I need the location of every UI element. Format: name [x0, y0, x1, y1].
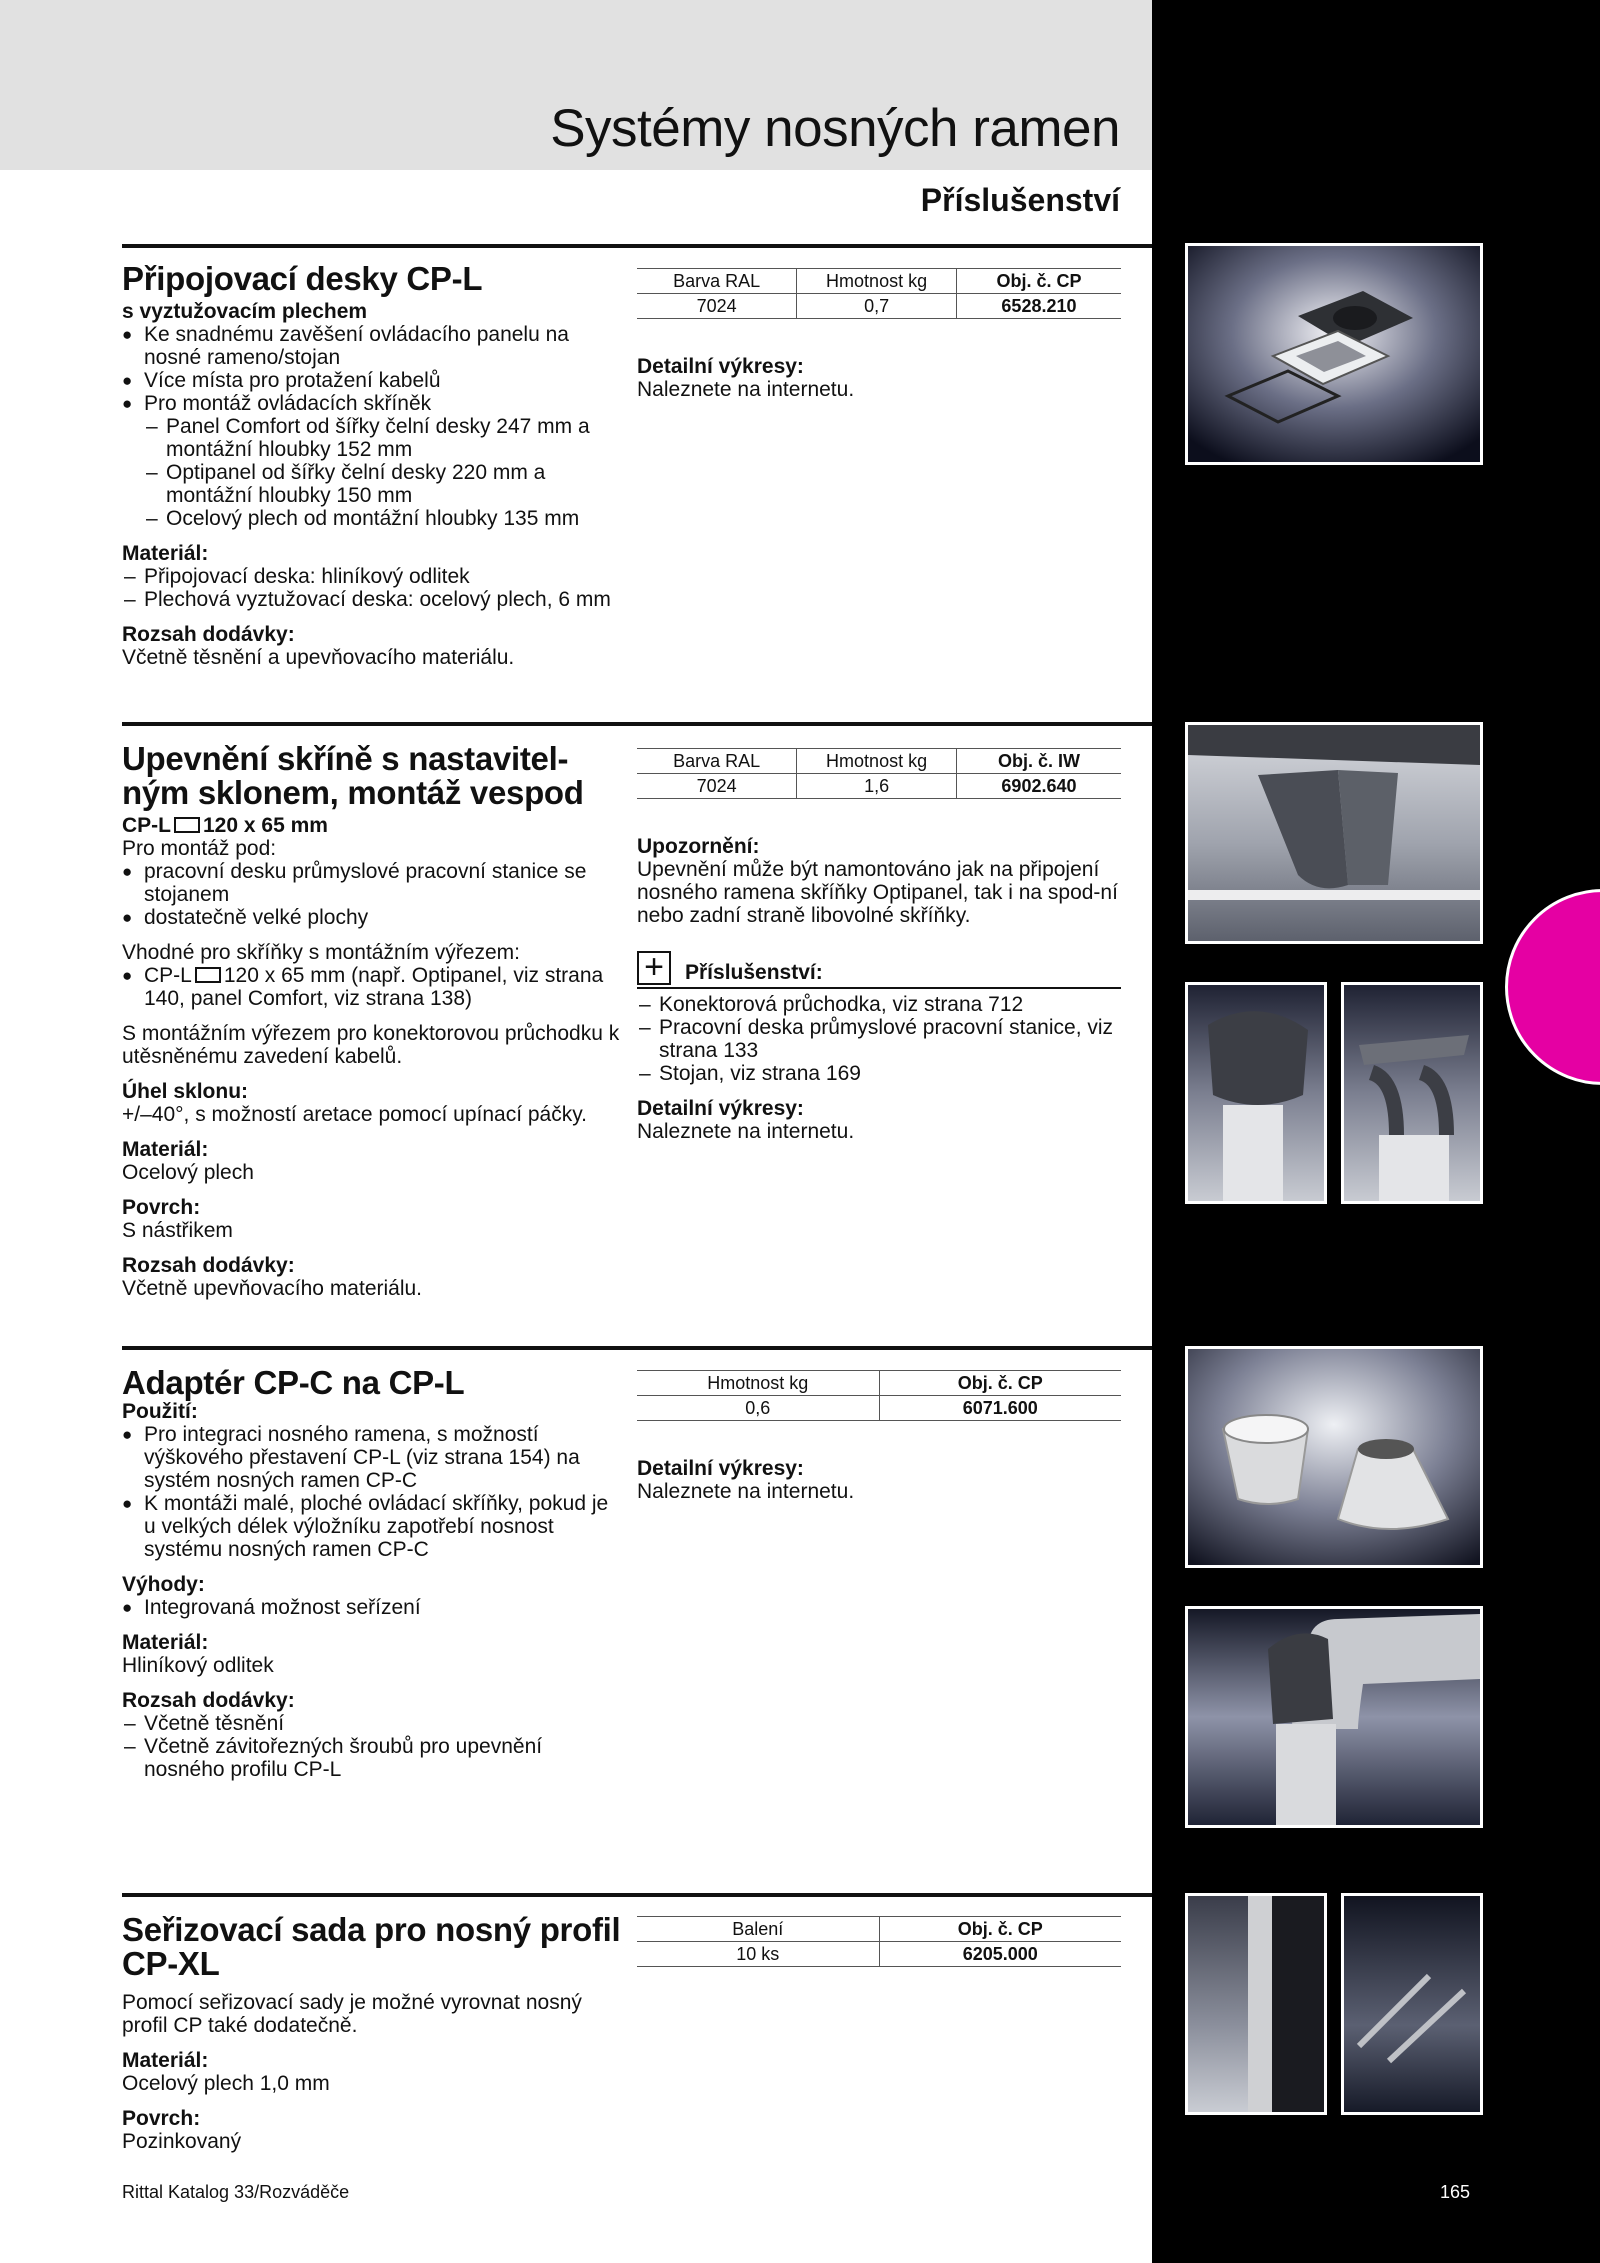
rectangle-cutout-icon	[195, 967, 221, 983]
table-header: Hmotnost kg	[797, 269, 957, 294]
section-1-right	[637, 268, 1121, 401]
list-item: – Včetně závitořezných šroubů pro upevnění nosného profilu CP-L	[122, 1735, 622, 1781]
list-item: ● dostatečně velké plochy	[122, 906, 622, 929]
table-cell: 0,7	[797, 294, 957, 319]
table-cell: 10 ks	[637, 1942, 879, 1967]
drawings-text: Naleznete na internetu.	[637, 1480, 855, 1503]
section-3-right	[637, 1370, 1121, 1503]
table-cell: 6071.600	[879, 1396, 1121, 1421]
material-label: Materiál:	[122, 1138, 209, 1161]
subtitle-dimension: 120 x 65 mm	[203, 814, 328, 837]
section-divider	[122, 1346, 1152, 1350]
order-table	[637, 1370, 1121, 1421]
section-divider	[122, 722, 1152, 726]
table-header: Barva RAL	[637, 749, 797, 774]
accessories-header	[637, 948, 1121, 986]
table-cell: 0,6	[637, 1396, 879, 1421]
table-header: Obj. č. CP	[879, 1371, 1121, 1396]
page-number: 165	[1439, 2182, 1471, 2202]
surface-text: S nástřikem	[122, 1219, 233, 1242]
accessories-list	[637, 993, 1121, 1085]
sub-list	[144, 415, 622, 530]
description-text: Pomocí seřizovací sady je možné vyrovnat nosný profil CP také dodatečně.	[122, 1991, 582, 2037]
list-item: ● Ke snadnému zavěšení ovládacího panelu na nosné rameno/stojan	[122, 323, 622, 369]
section-4-right	[637, 1916, 1121, 1967]
section-title: Seřizovací sada pro nosný profil CP-XL	[122, 1911, 621, 1982]
angle-text: +/–40°, s možností aretace pomocí upínací páčky.	[122, 1103, 588, 1126]
drawings-label: Detailní výkresy:	[637, 355, 804, 378]
table-cell: 7024	[637, 294, 797, 319]
accessories-label: Příslušenství:	[685, 960, 823, 984]
table-cell: 6205.000	[879, 1942, 1121, 1967]
supply-label: Rozsah dodávky:	[122, 1689, 295, 1712]
list-item: – Pracovní deska průmyslové pracovní stanice, viz strana 133	[637, 1016, 1121, 1062]
list-item: ● Pro integraci nosného ramena, s možností výškového přestavení CP-L (viz strana 154) na systém nosných ramen CP-C	[122, 1423, 622, 1492]
material-label: Materiál:	[122, 2049, 209, 2072]
page-subtitle: Příslušenství	[920, 182, 1120, 218]
feature-list	[122, 323, 622, 415]
material-label: Materiál:	[122, 1631, 209, 1654]
supply-list	[122, 1712, 622, 1781]
section-title: Adaptér CP-C na CP-L	[122, 1364, 465, 1401]
list-item	[122, 964, 622, 1010]
section-title: Připojovací desky CP-L	[122, 260, 483, 297]
list-item: – Ocelový plech od montážní hloubky 135 mm	[144, 507, 622, 530]
list-item: ● Více místa pro protažení kabelů	[122, 369, 622, 392]
supply-label: Rozsah dodávky:	[122, 1254, 295, 1277]
list-item: ● K montáži malé, ploché ovládací skříňky, pokud je u velkých délek výložníku zapotřebí nosnost systému nosných ramen CP-C	[122, 1492, 622, 1561]
material-text: Ocelový plech	[122, 1161, 254, 1184]
section-1-left	[122, 262, 622, 669]
footer-catalog: Rittal Katalog 33/Rozváděče	[122, 2182, 350, 2202]
table-cell: 6902.640	[956, 774, 1121, 799]
section-subtitle: s vyztužovacím plechem	[122, 300, 368, 323]
table-header: Balení	[637, 1917, 879, 1942]
product-photo-mount-detail-1	[1185, 982, 1327, 1204]
use-label: Použití:	[122, 1400, 198, 1423]
list-item: – Včetně těsnění	[122, 1712, 622, 1735]
product-photo-mount-detail-2	[1341, 982, 1483, 1204]
material-list	[122, 565, 622, 611]
section-title: Upevnění skříně s nastavitel-ným sklonem, montáž vespod	[122, 740, 584, 811]
list-item: – Optipanel od šířky čelní desky 220 mm a montážní hloubky 150 mm	[144, 461, 622, 507]
drawings-label: Detailní výkresy:	[637, 1097, 804, 1120]
material-label: Materiál:	[122, 542, 209, 565]
rectangle-cutout-icon	[174, 817, 200, 833]
table-header: Hmotnost kg	[797, 749, 957, 774]
angle-label: Úhel sklonu:	[122, 1080, 249, 1103]
table-cell: 1,6	[797, 774, 957, 799]
note-label: Upozornění:	[637, 835, 760, 858]
list-item: – Konektorová průchodka, viz strana 712	[637, 993, 1121, 1016]
suitable-list	[122, 964, 622, 1010]
section-4-left	[122, 1913, 622, 2153]
section-subtitle	[122, 814, 622, 837]
plus-icon: +	[637, 951, 671, 985]
table-header: Obj. č. CP	[956, 269, 1121, 294]
list-item: – Připojovací deska: hliníkový odlitek	[122, 565, 622, 588]
advantages-label: Výhody:	[122, 1573, 205, 1596]
list-item: ● Pro montáž ovládacích skříněk	[122, 392, 622, 415]
item-prefix: CP-L	[144, 964, 192, 987]
order-table	[637, 1916, 1121, 1967]
section-divider	[122, 1893, 1152, 1897]
list-item: ● pracovní desku průmyslové pracovní stanice se stojanem	[122, 860, 622, 906]
list-item: – Panel Comfort od šířky čelní desky 247 mm a montážní hloubky 152 mm	[144, 415, 622, 461]
table-cell: 7024	[637, 774, 797, 799]
supply-text: Včetně upevňovacího materiálu.	[122, 1277, 423, 1300]
product-photo-adapter	[1185, 1346, 1483, 1568]
advantages-list	[122, 1596, 622, 1619]
supply-label: Rozsah dodávky:	[122, 623, 295, 646]
section-3-left	[122, 1366, 622, 1781]
surface-text: Pozinkovaný	[122, 2130, 242, 2153]
suitable-text: Vhodné pro skříňky s montážním výřezem:	[122, 941, 520, 964]
order-table	[637, 268, 1121, 319]
surface-label: Povrch:	[122, 1196, 201, 1219]
table-header: Obj. č. CP	[879, 1917, 1121, 1942]
accessories-divider	[637, 987, 1121, 989]
surface-label: Povrch:	[122, 2107, 201, 2130]
material-text: Ocelový plech 1,0 mm	[122, 2072, 330, 2095]
feature-list	[122, 1423, 622, 1561]
cutout-text: S montážním výřezem pro konektorovou průchodku k utěsněnému zavedení kabelů.	[122, 1022, 620, 1068]
drawings-text: Naleznete na internetu.	[637, 378, 855, 401]
section-2-right	[637, 748, 1121, 1143]
supply-text: Včetně těsnění a upevňovacího materiálu.	[122, 646, 515, 669]
subtitle-prefix: CP-L	[122, 814, 171, 837]
item-text: 120 x 65 mm (např. Optipanel, viz strana 140, panel Comfort, viz strana 138)	[144, 964, 604, 1010]
material-text: Hliníkový odlitek	[122, 1654, 274, 1677]
note-text: Upevnění může být namontováno jak na připojení nosného ramena skříňky Optipanel, tak i na spod-ní nebo zadní straně libovolné skříňky.	[637, 858, 1118, 927]
product-photo-adapter-mounted	[1185, 1606, 1483, 1828]
product-photo-adjustment-kit-2	[1341, 1893, 1483, 2115]
section-2-left	[122, 742, 622, 1300]
product-photo-adjustment-kit-1	[1185, 1893, 1327, 2115]
product-photo-tilt-mount	[1185, 722, 1483, 944]
list-item: ● Integrovaná možnost seřízení	[122, 1596, 622, 1619]
intro-text: Pro montáž pod:	[122, 837, 277, 860]
table-header: Obj. č. IW	[956, 749, 1121, 774]
product-photo-connection-plates	[1185, 243, 1483, 465]
page-title: Systémy nosných ramen	[550, 99, 1120, 158]
table-header: Barva RAL	[637, 269, 797, 294]
drawings-text: Naleznete na internetu.	[637, 1120, 855, 1143]
table-header: Hmotnost kg	[637, 1371, 879, 1396]
section-divider	[122, 244, 1152, 248]
table-cell: 6528.210	[956, 294, 1121, 319]
list-item: – Plechová vyztužovací deska: ocelový plech, 6 mm	[122, 588, 622, 611]
feature-list	[122, 860, 622, 929]
list-item: – Stojan, viz strana 169	[637, 1062, 1121, 1085]
drawings-label: Detailní výkresy:	[637, 1457, 804, 1480]
order-table	[637, 748, 1121, 799]
